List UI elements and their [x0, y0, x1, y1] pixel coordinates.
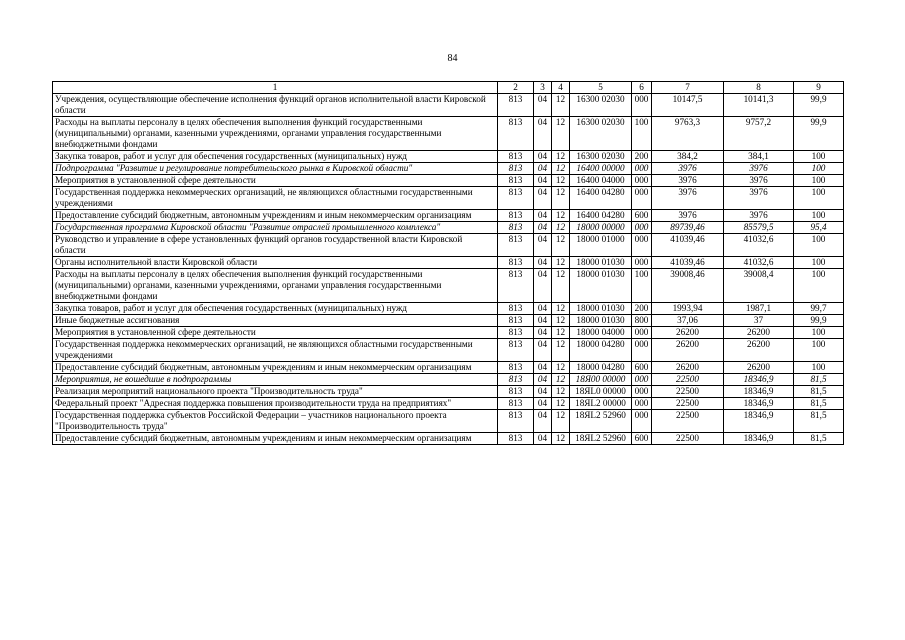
actual-amount: 85579,5: [724, 222, 794, 234]
section-code: 04: [534, 234, 552, 257]
row-name: Федеральный проект "Адресная поддержка повышения производительности труда на предприятиях": [53, 398, 498, 410]
subsection-code: 12: [552, 374, 570, 386]
actual-amount: 1987,1: [724, 303, 794, 315]
execution-percent: 100: [794, 269, 844, 303]
expense-type-code: 000: [632, 339, 652, 362]
row-name: Учреждения, осуществляющие обеспечение исполнения функций органов исполнительной власти Кировской области: [53, 94, 498, 117]
actual-amount: 26200: [724, 362, 794, 374]
ministry-code: 813: [498, 257, 534, 269]
row-name: Подпрограмма "Развитие и регулирование потребительского рынка в Кировской области": [53, 163, 498, 175]
planned-amount: 3976: [652, 187, 724, 210]
table-row: [53, 327, 844, 339]
expense-type-code: 000: [632, 410, 652, 433]
table-row: [53, 117, 844, 151]
expense-type-code: 000: [632, 234, 652, 257]
target-article-code: 16400 04000: [570, 175, 632, 187]
target-article-code: 16400 04280: [570, 187, 632, 210]
execution-percent: 81,5: [794, 386, 844, 398]
expense-type-code: 600: [632, 210, 652, 222]
header-row: [53, 82, 844, 94]
section-code: 04: [534, 374, 552, 386]
expense-type-code: 000: [632, 327, 652, 339]
actual-amount: 18346,9: [724, 433, 794, 445]
expense-type-code: 000: [632, 398, 652, 410]
execution-percent: 100: [794, 210, 844, 222]
expense-type-code: 600: [632, 362, 652, 374]
expense-type-code: 800: [632, 315, 652, 327]
table-row: [53, 94, 844, 117]
header-cell-1: 1: [53, 82, 498, 94]
subsection-code: 12: [552, 151, 570, 163]
ministry-code: 813: [498, 210, 534, 222]
execution-percent: 100: [794, 175, 844, 187]
ministry-code: 813: [498, 234, 534, 257]
actual-amount: 18346,9: [724, 374, 794, 386]
planned-amount: 22500: [652, 410, 724, 433]
planned-amount: 41039,46: [652, 234, 724, 257]
subsection-code: 12: [552, 327, 570, 339]
table-body: [53, 94, 844, 445]
row-name: Иные бюджетные ассигнования: [53, 315, 498, 327]
expense-type-code: 000: [632, 257, 652, 269]
expense-type-code: 000: [632, 374, 652, 386]
execution-percent: 99,9: [794, 94, 844, 117]
section-code: 04: [534, 303, 552, 315]
ministry-code: 813: [498, 410, 534, 433]
target-article-code: 18000 01030: [570, 315, 632, 327]
target-article-code: 18ЯL2 52960: [570, 433, 632, 445]
execution-percent: 99,9: [794, 117, 844, 151]
ministry-code: 813: [498, 398, 534, 410]
section-code: 04: [534, 151, 552, 163]
execution-percent: 100: [794, 339, 844, 362]
row-name: Расходы на выплаты персоналу в целях обеспечения выполнения функций государственными (муниципальными) органами, казенными учреждениями, органами управления государственными внебюджетными фондами: [53, 117, 498, 151]
header-cell-7: 7: [652, 82, 724, 94]
ministry-code: 813: [498, 386, 534, 398]
target-article-code: 18000 01030: [570, 303, 632, 315]
subsection-code: 12: [552, 163, 570, 175]
section-code: 04: [534, 94, 552, 117]
section-code: 04: [534, 222, 552, 234]
table-row: [53, 433, 844, 445]
actual-amount: 37: [724, 315, 794, 327]
target-article-code: 16400 00000: [570, 163, 632, 175]
target-article-code: 16400 04280: [570, 210, 632, 222]
section-code: 04: [534, 410, 552, 433]
expense-type-code: 600: [632, 433, 652, 445]
subsection-code: 12: [552, 210, 570, 222]
row-name: Закупка товаров, работ и услуг для обеспечения государственных (муниципальных) нужд: [53, 151, 498, 163]
target-article-code: 18ЯL2 00000: [570, 398, 632, 410]
section-code: 04: [534, 257, 552, 269]
actual-amount: 26200: [724, 327, 794, 339]
subsection-code: 12: [552, 187, 570, 210]
table-row: [53, 222, 844, 234]
section-code: 04: [534, 327, 552, 339]
section-code: 04: [534, 433, 552, 445]
header-cell-2: 2: [498, 82, 534, 94]
subsection-code: 12: [552, 433, 570, 445]
header-cell-4: 4: [552, 82, 570, 94]
subsection-code: 12: [552, 303, 570, 315]
section-code: 04: [534, 398, 552, 410]
section-code: 04: [534, 175, 552, 187]
execution-percent: 81,5: [794, 398, 844, 410]
execution-percent: 99,7: [794, 303, 844, 315]
ministry-code: 813: [498, 315, 534, 327]
row-name: Мероприятия в установленной сфере деятельности: [53, 175, 498, 187]
expense-type-code: 000: [632, 386, 652, 398]
table-row: [53, 339, 844, 362]
execution-percent: 100: [794, 163, 844, 175]
target-article-code: 18ЯL2 52960: [570, 410, 632, 433]
ministry-code: 813: [498, 362, 534, 374]
execution-percent: 100: [794, 187, 844, 210]
subsection-code: 12: [552, 257, 570, 269]
row-name: Предоставление субсидий бюджетным, автономным учреждениям и иным некоммерческим организациям: [53, 362, 498, 374]
actual-amount: 39008,4: [724, 269, 794, 303]
subsection-code: 12: [552, 175, 570, 187]
section-code: 04: [534, 187, 552, 210]
actual-amount: 18346,9: [724, 386, 794, 398]
planned-amount: 22500: [652, 374, 724, 386]
actual-amount: 9757,2: [724, 117, 794, 151]
table-row: [53, 374, 844, 386]
target-article-code: 18000 04280: [570, 362, 632, 374]
expense-type-code: 000: [632, 94, 652, 117]
header-cell-3: 3: [534, 82, 552, 94]
execution-percent: 100: [794, 257, 844, 269]
planned-amount: 22500: [652, 433, 724, 445]
ministry-code: 813: [498, 339, 534, 362]
table-row: [53, 303, 844, 315]
target-article-code: 18Я00 00000: [570, 374, 632, 386]
actual-amount: 41032,6: [724, 257, 794, 269]
expense-type-code: 000: [632, 163, 652, 175]
row-name: Закупка товаров, работ и услуг для обеспечения государственных (муниципальных) нужд: [53, 303, 498, 315]
section-code: 04: [534, 362, 552, 374]
budget-table: [52, 81, 844, 445]
execution-percent: 100: [794, 327, 844, 339]
row-name: Руководство и управление в сфере установленных функций органов государственной власти Кировской области: [53, 234, 498, 257]
target-article-code: 16300 02030: [570, 117, 632, 151]
actual-amount: 3976: [724, 175, 794, 187]
actual-amount: 26200: [724, 339, 794, 362]
section-code: 04: [534, 210, 552, 222]
header-cell-8: 8: [724, 82, 794, 94]
section-code: 04: [534, 117, 552, 151]
expense-type-code: 000: [632, 187, 652, 210]
planned-amount: 89739,46: [652, 222, 724, 234]
execution-percent: 81,5: [794, 374, 844, 386]
table-row: [53, 234, 844, 257]
expense-type-code: 000: [632, 222, 652, 234]
row-name: Предоставление субсидий бюджетным, автономным учреждениям и иным некоммерческим организациям: [53, 433, 498, 445]
row-name: Государственная поддержка некоммерческих организаций, не являющихся областными государственными учреждениями: [53, 339, 498, 362]
row-name: Государственная поддержка некоммерческих организаций, не являющихся областными государственными учреждениями: [53, 187, 498, 210]
table-row: [53, 386, 844, 398]
planned-amount: 22500: [652, 386, 724, 398]
ministry-code: 813: [498, 187, 534, 210]
actual-amount: 3976: [724, 210, 794, 222]
table-row: [53, 269, 844, 303]
subsection-code: 12: [552, 386, 570, 398]
subsection-code: 12: [552, 398, 570, 410]
execution-percent: 81,5: [794, 433, 844, 445]
header-cell-5: 5: [570, 82, 632, 94]
planned-amount: 26200: [652, 362, 724, 374]
ministry-code: 813: [498, 374, 534, 386]
ministry-code: 813: [498, 269, 534, 303]
table-row: [53, 410, 844, 433]
expense-type-code: 200: [632, 303, 652, 315]
expense-type-code: 000: [632, 175, 652, 187]
table-row: [53, 398, 844, 410]
header-cell-6: 6: [632, 82, 652, 94]
table-row: [53, 175, 844, 187]
page-number: 84: [447, 53, 458, 64]
actual-amount: 3976: [724, 163, 794, 175]
table-row: [53, 362, 844, 374]
planned-amount: 10147,5: [652, 94, 724, 117]
actual-amount: 384,1: [724, 151, 794, 163]
planned-amount: 3976: [652, 210, 724, 222]
execution-percent: 100: [794, 234, 844, 257]
planned-amount: 9763,3: [652, 117, 724, 151]
target-article-code: 18000 01000: [570, 234, 632, 257]
subsection-code: 12: [552, 315, 570, 327]
ministry-code: 813: [498, 151, 534, 163]
actual-amount: 18346,9: [724, 410, 794, 433]
row-name: Предоставление субсидий бюджетным, автономным учреждениям и иным некоммерческим организациям: [53, 210, 498, 222]
target-article-code: 18000 00000: [570, 222, 632, 234]
execution-percent: 99,9: [794, 315, 844, 327]
subsection-code: 12: [552, 94, 570, 117]
ministry-code: 813: [498, 175, 534, 187]
row-name: Расходы на выплаты персоналу в целях обеспечения выполнения функций государственными (муниципальными) органами, казенными учреждениями, органами управления государственными внебюджетными фондами: [53, 269, 498, 303]
table-row: [53, 151, 844, 163]
row-name: Государственная поддержка субъектов Российской Федерации – участников национального проекта "Производительность труда": [53, 410, 498, 433]
target-article-code: 18000 04280: [570, 339, 632, 362]
subsection-code: 12: [552, 222, 570, 234]
execution-percent: 100: [794, 362, 844, 374]
execution-percent: 100: [794, 151, 844, 163]
target-article-code: 18ЯL0 00000: [570, 386, 632, 398]
ministry-code: 813: [498, 117, 534, 151]
header-cell-9: 9: [794, 82, 844, 94]
table-row: [53, 315, 844, 327]
planned-amount: 26200: [652, 327, 724, 339]
planned-amount: 26200: [652, 339, 724, 362]
ministry-code: 813: [498, 163, 534, 175]
row-name: Мероприятия, не вошедшие в подпрограммы: [53, 374, 498, 386]
section-code: 04: [534, 315, 552, 327]
ministry-code: 813: [498, 303, 534, 315]
expense-type-code: 100: [632, 117, 652, 151]
target-article-code: 16300 02030: [570, 151, 632, 163]
planned-amount: 22500: [652, 398, 724, 410]
ministry-code: 813: [498, 222, 534, 234]
target-article-code: 16300 02030: [570, 94, 632, 117]
target-article-code: 18000 04000: [570, 327, 632, 339]
ministry-code: 813: [498, 327, 534, 339]
table-row: [53, 163, 844, 175]
execution-percent: 81,5: [794, 410, 844, 433]
planned-amount: 384,2: [652, 151, 724, 163]
planned-amount: 3976: [652, 175, 724, 187]
target-article-code: 18000 01030: [570, 257, 632, 269]
actual-amount: 41032,6: [724, 234, 794, 257]
planned-amount: 37,06: [652, 315, 724, 327]
actual-amount: 18346,9: [724, 398, 794, 410]
row-name: Государственная программа Кировской области "Развитие отраслей промышленного комплекса": [53, 222, 498, 234]
target-article-code: 18000 01030: [570, 269, 632, 303]
row-name: Реализация мероприятий национального проекта "Производительность труда": [53, 386, 498, 398]
expense-type-code: 100: [632, 269, 652, 303]
section-code: 04: [534, 386, 552, 398]
ministry-code: 813: [498, 94, 534, 117]
subsection-code: 12: [552, 339, 570, 362]
subsection-code: 12: [552, 234, 570, 257]
subsection-code: 12: [552, 362, 570, 374]
section-code: 04: [534, 269, 552, 303]
subsection-code: 12: [552, 410, 570, 433]
table-row: [53, 257, 844, 269]
subsection-code: 12: [552, 269, 570, 303]
ministry-code: 813: [498, 433, 534, 445]
actual-amount: 10141,3: [724, 94, 794, 117]
table-row: [53, 210, 844, 222]
row-name: Органы исполнительной власти Кировской области: [53, 257, 498, 269]
actual-amount: 3976: [724, 187, 794, 210]
execution-percent: 95,4: [794, 222, 844, 234]
planned-amount: 3976: [652, 163, 724, 175]
table-row: [53, 187, 844, 210]
section-code: 04: [534, 163, 552, 175]
planned-amount: 1993,94: [652, 303, 724, 315]
section-code: 04: [534, 339, 552, 362]
subsection-code: 12: [552, 117, 570, 151]
planned-amount: 39008,46: [652, 269, 724, 303]
row-name: Мероприятия в установленной сфере деятельности: [53, 327, 498, 339]
expense-type-code: 200: [632, 151, 652, 163]
planned-amount: 41039,46: [652, 257, 724, 269]
